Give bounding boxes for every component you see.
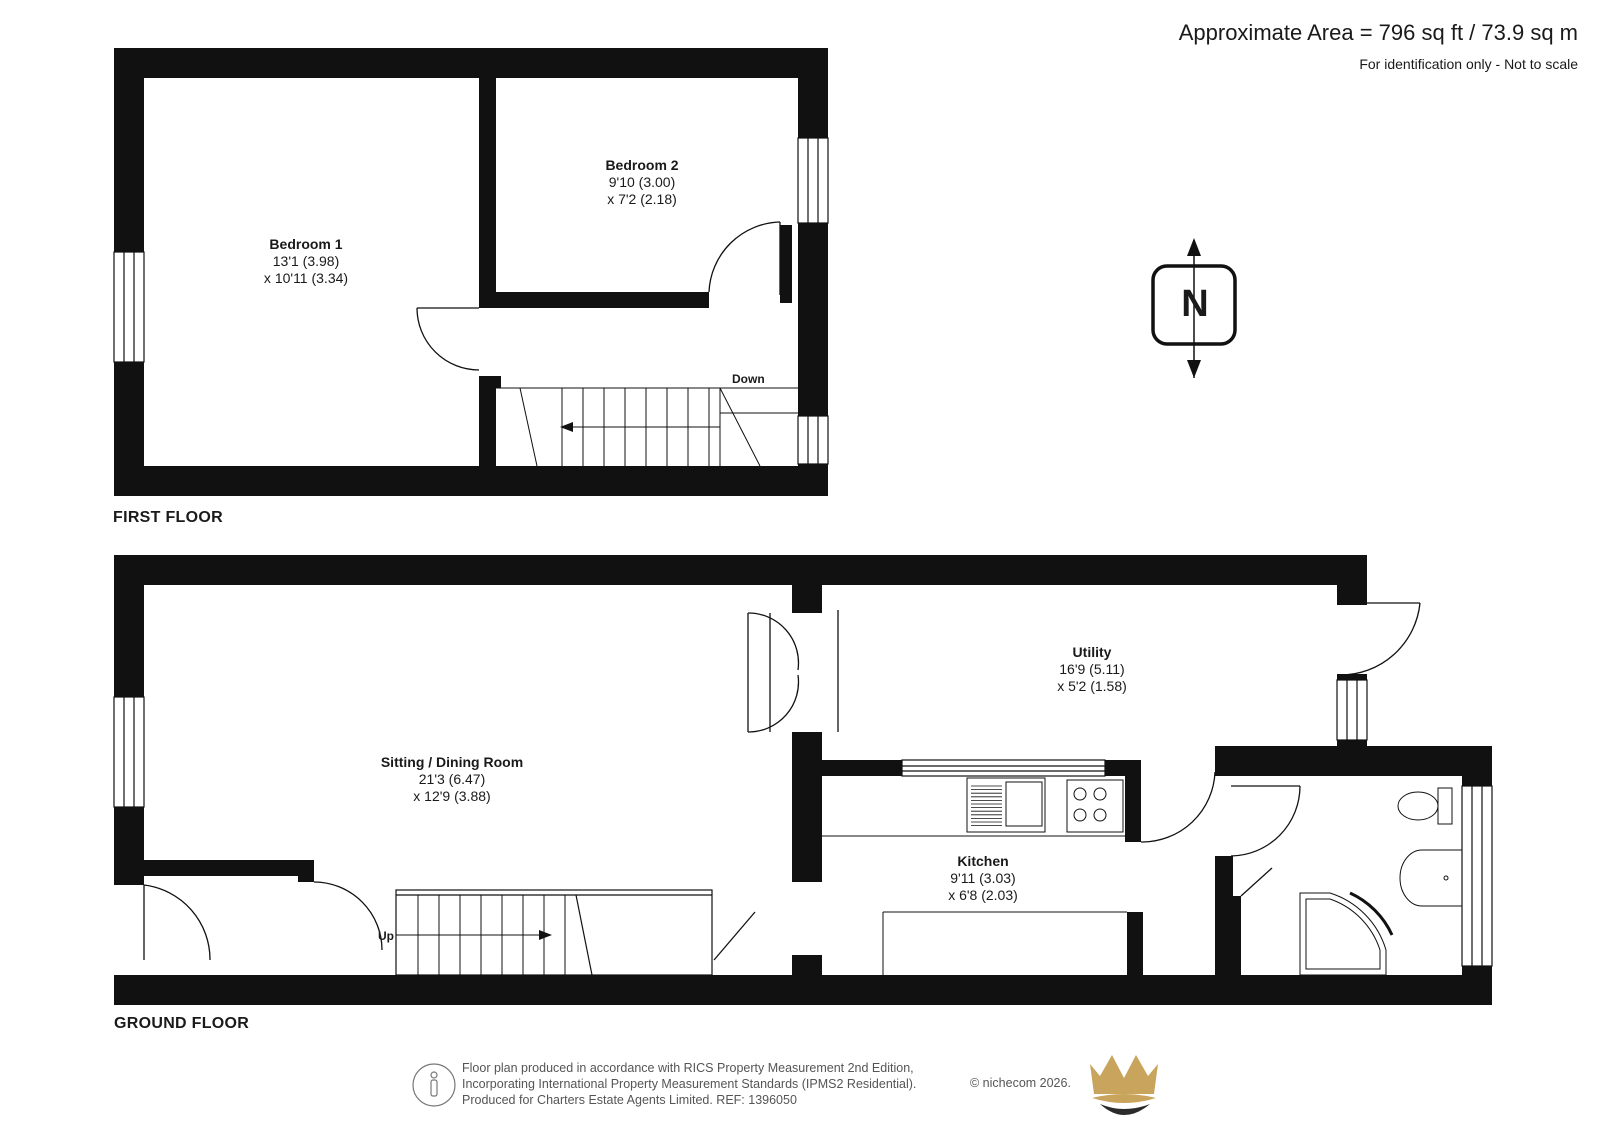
sink-drainer xyxy=(971,786,1002,826)
room-name: Bedroom 1 xyxy=(269,236,343,252)
room-name: Utility xyxy=(1072,644,1112,660)
ipms-badge-icon xyxy=(413,1064,455,1106)
first-floor-windows xyxy=(114,138,828,464)
footer-line: Incorporating International Property Measurement Standards (IPMS2 Residential). xyxy=(462,1077,917,1091)
room-dimension: 16'9 (5.11) xyxy=(1059,661,1125,677)
footer-line: Floor plan produced in accordance with RICS Property Measurement 2nd Edition, xyxy=(462,1061,914,1075)
copyright: © nichecom 2026. xyxy=(970,1076,1071,1090)
room-dimension: x 5'2 (1.58) xyxy=(1057,678,1127,694)
crown-logo-icon xyxy=(1090,1055,1158,1115)
first-floor-stair-arrow xyxy=(560,422,720,432)
room-dimension: 9'10 (3.00) xyxy=(608,174,676,190)
room-dimension: 9'11 (3.03) xyxy=(950,870,1016,886)
room-name: Kitchen xyxy=(957,853,1009,869)
compass-north-letter: N xyxy=(1181,283,1209,325)
room-sitting-dining xyxy=(381,754,523,805)
first-floor-label: FIRST FLOOR xyxy=(113,509,223,526)
room-utility xyxy=(1057,644,1127,695)
room-dimension: x 6'8 (2.03) xyxy=(948,887,1018,903)
ground-floor-stair-arrow xyxy=(396,930,552,940)
stairs-up-label: Up xyxy=(378,929,394,943)
ground-floor-label: GROUND FLOOR xyxy=(114,1015,250,1032)
footer-disclaimer xyxy=(462,1060,916,1108)
room-bedroom-1 xyxy=(264,236,348,287)
room-dimension: x 7'2 (2.18) xyxy=(607,191,677,207)
ground-floor-walls xyxy=(114,555,1492,1005)
room-dimension: x 12'9 (3.88) xyxy=(413,788,491,804)
bathroom-fixtures xyxy=(1300,788,1462,975)
ground-floor-stairs xyxy=(396,890,712,975)
room-name: Bedroom 2 xyxy=(605,157,679,173)
room-dimension: 13'1 (3.98) xyxy=(272,253,340,269)
stairs-down-label: Down xyxy=(732,372,765,386)
footer-line: Produced for Charters Estate Agents Limited. REF: 1396050 xyxy=(462,1093,797,1107)
room-bedroom-2 xyxy=(605,157,678,208)
first-floor-walls xyxy=(114,48,828,496)
room-dimension: 21'3 (6.47) xyxy=(418,771,486,787)
room-name: Sitting / Dining Room xyxy=(380,754,524,770)
approximate-area: Approximate Area = 796 sq ft / 73.9 sq m xyxy=(1178,20,1578,45)
room-kitchen xyxy=(948,853,1018,904)
scale-note: For identification only - Not to scale xyxy=(1359,56,1578,72)
room-dimension: x 10'11 (3.34) xyxy=(263,270,349,286)
